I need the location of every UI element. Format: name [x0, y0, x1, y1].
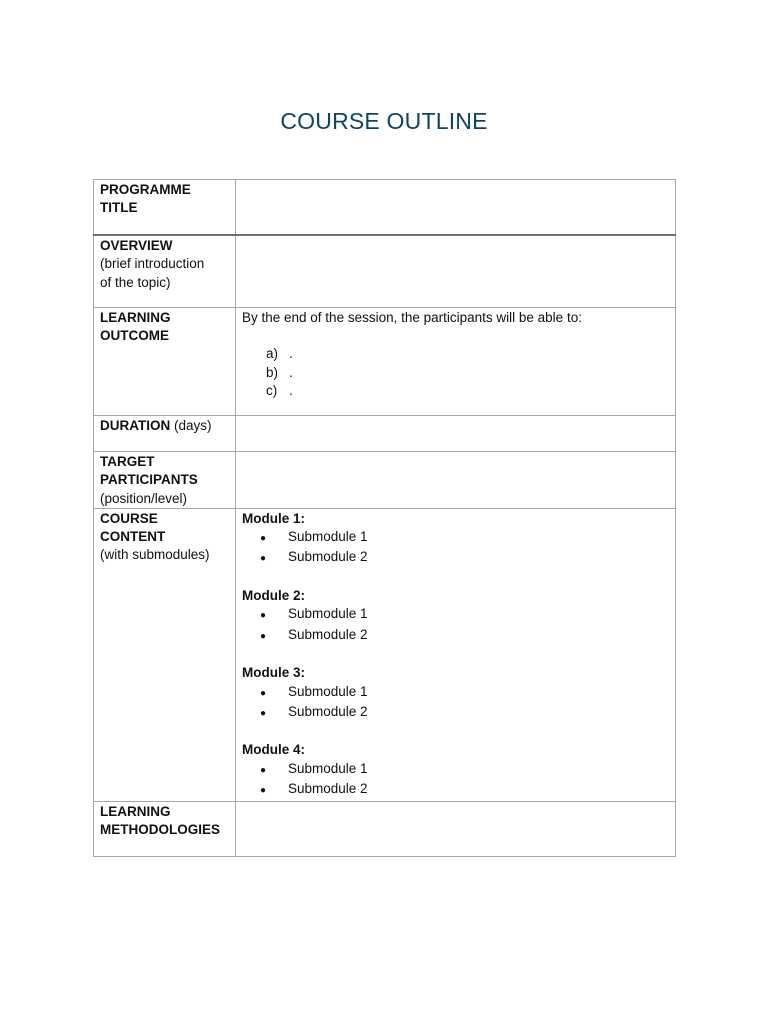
bullet-icon: ●	[259, 553, 266, 565]
submodule-label: Submodule 2	[288, 703, 368, 719]
duration-value-cell[interactable]	[236, 416, 676, 452]
submodule-label: Submodule 2	[288, 781, 368, 797]
list-item	[242, 382, 669, 400]
submodule-label: Submodule 1	[288, 683, 368, 699]
list-marker: c)	[266, 382, 278, 398]
row-label: PROGRAMME	[100, 182, 191, 197]
label-cell	[94, 180, 236, 236]
row-label: LEARNING	[100, 310, 171, 325]
submodule-list	[242, 683, 669, 724]
submodule-label: Submodule 1	[288, 606, 368, 622]
bullet-icon: ●	[259, 707, 266, 719]
list-marker: b)	[266, 364, 279, 380]
row-note: (position/level)	[100, 490, 188, 506]
list-item	[242, 626, 669, 646]
list-item	[242, 605, 669, 625]
label-cell	[94, 801, 236, 856]
target-participants-value-cell[interactable]	[236, 452, 676, 509]
course-content-value-cell[interactable]	[236, 508, 676, 801]
submodule-label: Submodule 1	[288, 760, 368, 776]
row-label: COURSE	[100, 510, 158, 526]
label-cell	[94, 235, 236, 308]
bullet-icon: ●	[259, 687, 266, 699]
submodule-label: Submodule 2	[288, 626, 368, 642]
page-title: COURSE OUTLINE	[280, 108, 488, 134]
row-duration	[94, 416, 676, 452]
submodule-label: Submodule 1	[288, 529, 368, 545]
row-label: TARGET	[100, 454, 155, 469]
label-cell	[94, 308, 236, 416]
row-label: OUTCOME	[100, 328, 169, 344]
overview-value-cell[interactable]	[236, 235, 676, 308]
list-item	[242, 780, 669, 800]
row-label: OVERVIEW	[100, 238, 173, 253]
row-label: DURATION	[100, 418, 171, 433]
row-learning-methodologies	[94, 801, 676, 856]
course-outline-table	[93, 179, 676, 857]
row-label: LEARNING	[100, 803, 171, 819]
row-note: (brief introduction	[100, 256, 205, 272]
outcome-intro: By the end of the session, the participants will be able to:	[242, 310, 582, 325]
row-label: METHODOLOGIES	[100, 822, 221, 838]
module-title: Module 4:	[242, 742, 305, 758]
outcome-list	[242, 345, 669, 400]
module-block	[242, 587, 669, 646]
bullet-icon: ●	[259, 533, 266, 545]
list-item	[242, 364, 669, 382]
row-learning-outcome	[94, 308, 676, 416]
row-target-participants	[94, 452, 676, 509]
list-item	[242, 528, 669, 548]
list-item-text: .	[289, 346, 293, 362]
list-item-text: .	[289, 364, 293, 380]
row-label: TITLE	[100, 200, 138, 216]
row-label: PARTICIPANTS	[100, 472, 198, 488]
row-note: (with submodules)	[100, 547, 210, 563]
list-item	[242, 345, 669, 363]
submodule-label: Submodule 2	[288, 549, 368, 565]
row-label: CONTENT	[100, 529, 166, 545]
module-title: Module 1:	[242, 510, 305, 526]
row-overview	[94, 235, 676, 308]
learning-methodologies-value-cell[interactable]	[236, 801, 676, 856]
row-note: (days)	[170, 418, 212, 433]
label-cell	[94, 416, 236, 452]
list-item	[242, 760, 669, 780]
list-marker: a)	[266, 346, 279, 362]
module-title: Module 3:	[242, 665, 305, 681]
list-item	[242, 548, 669, 568]
list-item-text: .	[289, 382, 293, 398]
programme-title-value-cell[interactable]	[236, 180, 676, 236]
label-cell	[94, 452, 236, 509]
bullet-icon: ●	[259, 785, 266, 797]
module-block	[242, 510, 669, 569]
submodule-list	[242, 760, 669, 801]
row-note: of the topic)	[100, 274, 171, 290]
list-item	[242, 683, 669, 703]
row-programme-title	[94, 180, 676, 236]
label-cell	[94, 508, 236, 801]
bullet-icon: ●	[259, 630, 266, 642]
bullet-icon: ●	[259, 610, 266, 622]
bullet-icon: ●	[259, 764, 266, 776]
row-course-content	[94, 508, 676, 801]
submodule-list	[242, 605, 669, 646]
module-block	[242, 741, 669, 800]
module-title: Module 2:	[242, 588, 305, 604]
learning-outcome-value-cell[interactable]	[236, 308, 676, 416]
list-item	[242, 703, 669, 723]
module-block	[242, 664, 669, 723]
submodule-list	[242, 528, 669, 569]
